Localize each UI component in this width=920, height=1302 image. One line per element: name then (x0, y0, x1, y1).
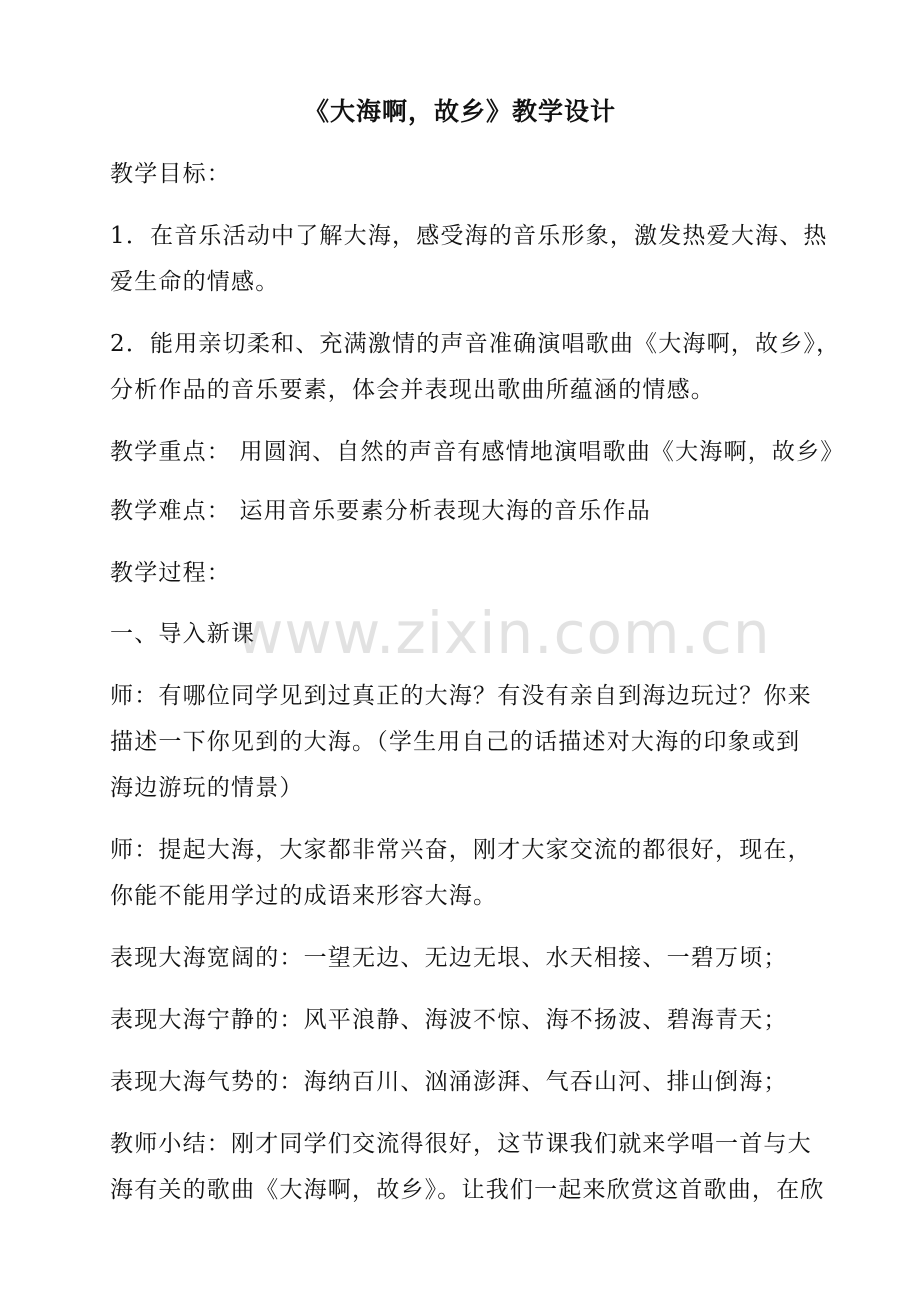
section-intro: 一、导入新课 (110, 621, 256, 647)
document-title: 《大海啊，故乡》教学设计 (303, 97, 616, 126)
teaching-focus: 教学重点： 用圆润、自然的声音有感情地演唱歌曲《大海啊，故乡》 (110, 439, 845, 465)
goal-1-line-1: 1．在音乐活动中了解大海，感受海的音乐形象，激发热爱大海、热 (110, 223, 828, 249)
teacher-line-1: 师：有哪位同学见到过真正的大海？有没有亲自到海边玩过？你来 (110, 683, 812, 709)
summary-line-1: 教师小结：刚才同学们交流得很好，这节课我们就来学唱一首与大 (110, 1131, 812, 1157)
idioms-power: 表现大海气势的：海纳百川、汹涌澎湃、气吞山河、排山倒海； (110, 1069, 788, 1095)
goal-1-line-2: 爱生命的情感。 (110, 269, 280, 295)
heading-teaching-process: 教学过程： (110, 560, 231, 586)
goal-2-line-2: 分析作品的音乐要素，体会并表现出歌曲所蕴涵的情感。 (110, 377, 715, 403)
goal-2-line-1: 2．能用亲切柔和、充满激情的声音准确演唱歌曲《大海啊，故乡》， (110, 331, 841, 357)
watermark: www.zixin.com.cn (236, 599, 771, 667)
teaching-difficulty: 教学难点： 运用音乐要素分析表现大海的音乐作品 (110, 498, 651, 524)
summary-line-2: 海有关的歌曲《大海啊，故乡》。让我们一起来欣赏这首歌曲，在欣 (110, 1177, 825, 1203)
idioms-vast: 表现大海宽阔的：一望无边、无边无垠、水天相接、一碧万顷； (110, 945, 788, 971)
teacher-line-4: 师：提起大海，大家都非常兴奋，刚才大家交流的都很好，现在， (110, 837, 812, 863)
heading-teaching-goals: 教学目标： (110, 161, 231, 187)
teacher-line-2: 描述一下你见到的大海。（学生用自己的话描述对大海的印象或到 (110, 729, 801, 755)
idioms-calm: 表现大海宁静的：风平浪静、海波不惊、海不扬波、碧海青天； (110, 1007, 788, 1033)
teacher-line-3: 海边游玩的情景） (110, 775, 304, 801)
teacher-line-5: 你能不能用学过的成语来形容大海。 (110, 883, 498, 909)
